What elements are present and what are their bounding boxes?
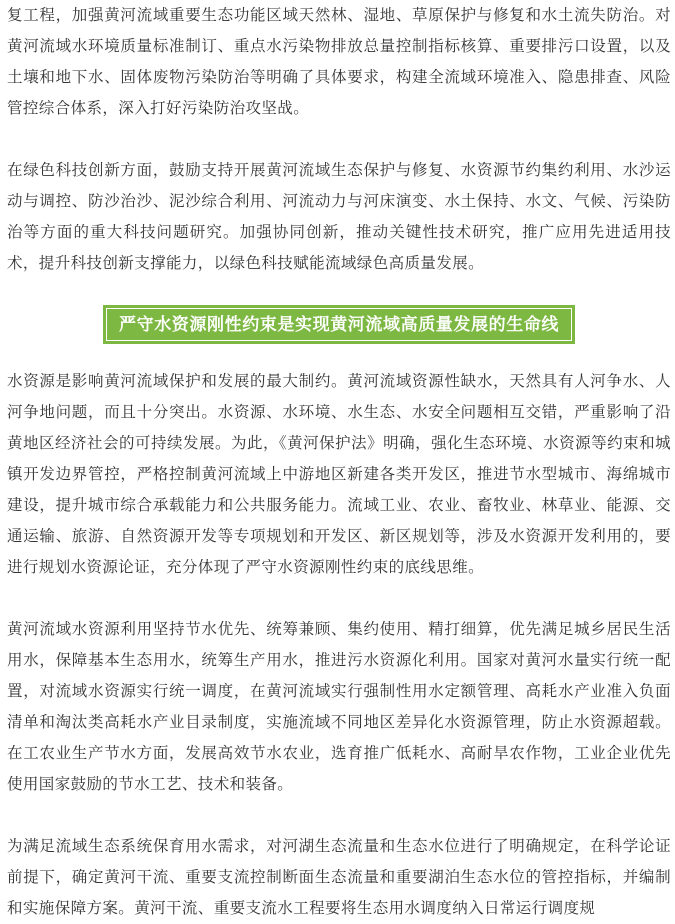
paragraph-water-saving: 黄河流域水资源利用坚持节水优先、统筹兼顾、集约使用、精打细算，优先满足城乡居民生活用水，保障基本生态用水，统筹生产用水，推进污水资源化利用。国家对黄河水量实行统一配置，对流域水资源实行统一调度，在黄河流域实行强制性用水定额管理、高耗水产业准入负面清单和淘汰类高耗水产业目录制度，实施流域不同地区差异化水资源管理，防止水资源超载。在工农业生产节水方面，发展高效节水农业，选育推广低耗水、高耐旱农作物，工业企业优先使用国家鼓励的节水工艺、技术和装备。 [7,620,671,793]
paragraph-ecological-flow: 为满足流域生态系统保育用水需求，对河湖生态流量和生态水位进行了明确规定，在科学论证前提下，确定黄河干流、重要支流控制断面生态流量和重要湖泊生态水位的管控指标，并编制和实施保障方案。黄河干流、重要支流水工程要将生态用水调度纳入日常运行调度规 [7,837,671,917]
section-heading-wrapper [7,305,671,344]
article-body [7,0,671,924]
section-heading-banner [103,305,575,344]
section-heading-title: 严守水资源刚性约束是实现黄河流域高质量发展的生命线 [106,308,572,341]
paragraph-water-constraint: 水资源是影响黄河流域保护和发展的最大制约。黄河流域资源性缺水，天然具有人河争水、人河争地问题，而且十分突出。水资源、水环境、水生态、水安全问题相互交错，严重影响了沿黄地区经济社会的可持续发展。为此，《黄河保护法》明确，强化生态环境、水资源等约束和城镇开发边界管控，严格控制黄河流域上中游地区新建各类开发区，推进节水型城市、海绵城市建设，提升城市综合承载能力和公共服务能力。流域工业、农业、畜牧业、林草业、能源、交通运输、旅游、自然资源开发等专项规划和开发区、新区规划等，涉及水资源开发利用的，要进行规划水资源论证，充分体现了严守水资源刚性约束的底线思维。 [7,372,671,576]
paragraph-green-tech: 在绿色科技创新方面，鼓励支持开展黄河流域生态保护与修复、水资源节约集约利用、水沙运动与调控、防沙治沙、泥沙综合利用、河流动力与河床演变、水土保持、水文、气候、污染防治等方面的重大科技问题研究。加强协同创新，推动关键性技术研究，推广应用先进适用技术，提升科技创新支撑能力，以绿色科技赋能流域绿色高质量发展。 [7,161,671,272]
paragraph-pollution-control: 复工程，加强黄河流域重要生态功能区域天然林、湿地、草原保护与修复和水土流失防治。对黄河流域水环境质量标准制订、重点水污染物排放总量控制指标核算、重要排污口设置，以及土壤和地下水、固体废物污染防治等明确了具体要求，构建全流域环境准入、隐患排查、风险管控综合体系，深入打好污染防治攻坚战。 [7,6,671,117]
